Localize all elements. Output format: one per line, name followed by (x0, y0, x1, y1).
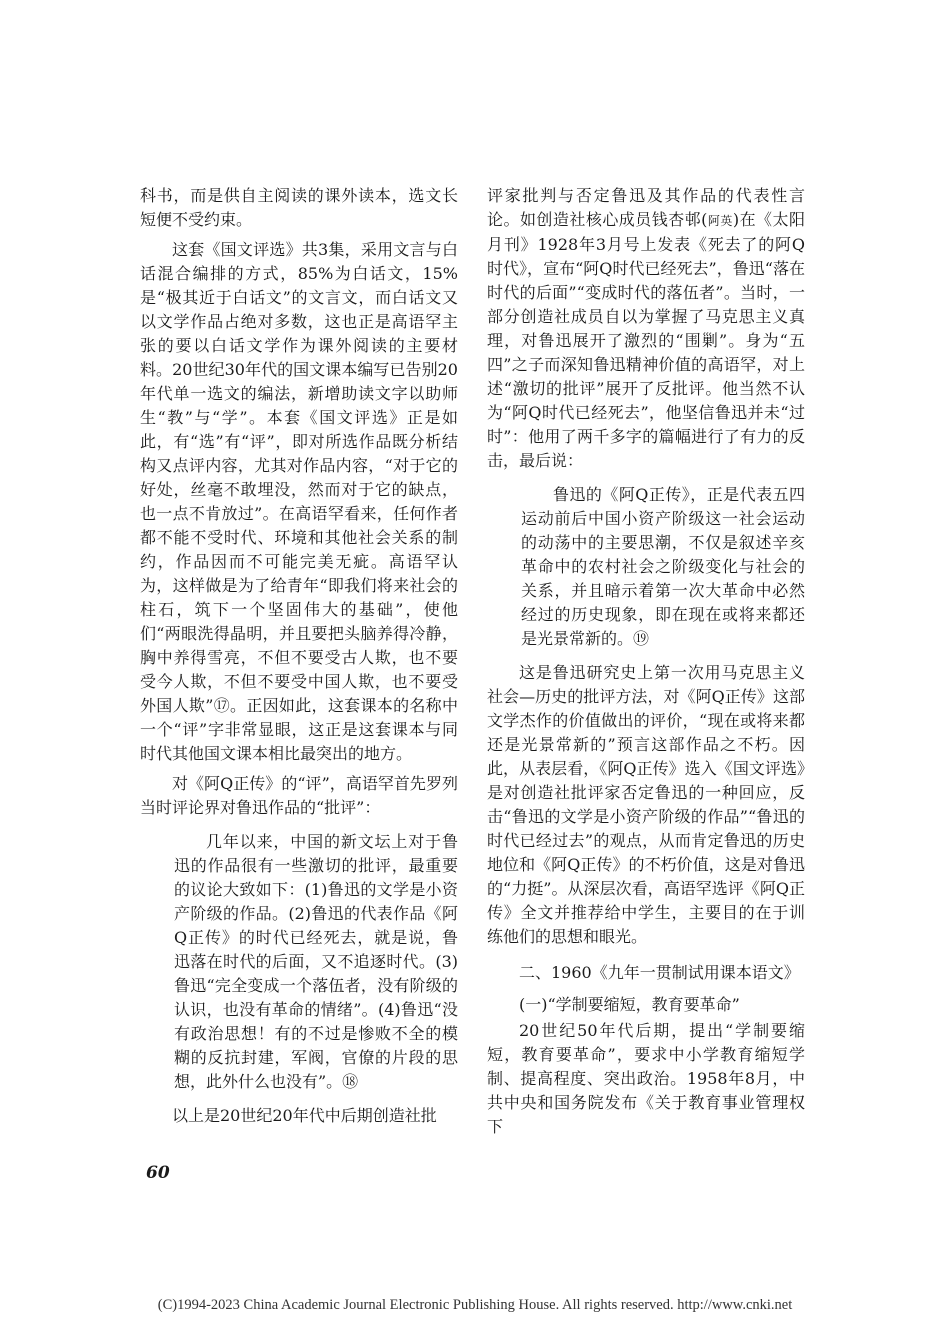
left-paragraph-1: 科书，而是供自主阅读的课外读本，选文长短便不受约束。 (140, 186, 458, 229)
page-number: 60 (146, 1163, 170, 1183)
right-paragraph-1 (487, 184, 805, 473)
copyright-footer: (C)1994-2023 China Academic Journal Electronic Publishing House. All rights reserved. http://www.cnki.net (157, 1297, 793, 1313)
left-paragraph-3: 对《阿Q正传》的“评”，高语罕首先罗列当时评论界对鲁迅作品的“批评”： (140, 774, 458, 817)
right-column (487, 184, 805, 1139)
left-paragraph-4: 以上是20世纪20年代中后期创造社批 (172, 1106, 437, 1125)
left-block-quote: 几年以来，中国的新文坛上对于鲁迅的作品很有一些激切的批评，最重要的议论大致如下：(1)鲁迅的文学是小资产阶级的作品。(2)鲁迅的代表作品《阿Q正传》的时代已经死去，就是说，鲁迅落在时代的后面，又不追逐时代。(3)鲁迅“完全变成一个落伍者，没有阶级的认识，也没有革命的情绪”。(4)鲁迅“没有政治思想！有的不过是惨败不全的模糊的反抗封建，军阀，官僚的片段的思想，此外什么也没有”。⑱ (174, 832, 458, 1091)
subsection-heading: (一)“学制要缩短，教育要革命” (519, 995, 740, 1014)
right-paragraph-2: 这是鲁迅研究史上第一次用马克思主义社会—历史的批评方法，对《阿Q正传》这部文学杰作的价值做出的评价，“现在或将来都还是光景常新的”预言这部作品之不朽。因此，从表层看，《阿Q正传》选入《国文评选》是对创造社批评家否定鲁迅的一种回应，反击“鲁迅的文学是小资产阶级的作品”“鲁迅的时代已经过去”的观点，从而肯定鲁迅的历史地位和《阿Q正传》的不朽价值，这是对鲁迅的“力挺”。从深层次看，高语罕选评《阿Q正传》全文并推荐给中学生，主要目的在于训练他们的思想和眼光。 (487, 663, 805, 946)
left-paragraph-2: 这套《国文评选》共3集，采用文言与白话混合编排的方式，85%为白话文，15%是“极其近于白话文”的文言文，而白话文又以文学作品占绝对多数，这也正是高语罕主张的要以白话文学作为课外阅读的主要材料。20世纪30年代的国文课本编写已告别20年代单一选文的编法，新增助读文字以助师生“教”与“学”。本套《国文评选》正是如此，有“选”有“评”，即对所选作品既分析结构又点评内容，尤其对作品内容，“对于它的好处，丝毫不敢埋没，然而对于它的缺点，也一点不肯放过”。在高语罕看来，任何作者都不能不受时代、环境和其他社会关系的制约，作品因而不可能完美无疵。高语罕认为，这样做是为了给青年“即我们将来社会的柱石，筑下一个坚固伟大的基础”，使他们“两眼洗得晶明，并且要把头脑养得冷静，胸中养得雪亮，不但不要受古人欺，也不要受今人欺，不但不要受中国人欺，也不要受外国人欺”⑰。正因如此，这套课本的名称中一个“评”字非常显眼，这正是这套课本与同时代其他国文课本相比最突出的地方。 (140, 240, 458, 763)
right-block-quote: 鲁迅的《阿Q正传》，正是代表五四运动前后中国小资产阶级这一社会运动的动荡中的主要思潮，不仅是叙述辛亥革命中的农村社会之阶级变化与社会的关系，并且暗示着第一次大革命中必然经过的历史现象，即在现在或将来都还是光景常新的。⑲ (521, 485, 805, 648)
author-alias: 阿英 (707, 214, 733, 228)
right-paragraph-3: 20世纪50年代后期，提出“学制要缩短，教育要革命”，要求中小学教育缩短学制、提高程度、突出政治。1958年8月，中共中央和国务院发布《关于教育事业管理权下 (487, 1021, 805, 1136)
section-heading: 二、1960《九年一贯制试用课本语文》 (519, 963, 800, 982)
right-paragraph-1b: )在《太阳月刊》1928年3月号上发表《死去了的阿Q时代》，宣布“阿Q时代已经死去”，鲁迅“落在时代的后面”“变成时代的落伍者”。当时，一部分创造社成员自以为掌握了马克思主义真理，对鲁迅展开了激烈的“围剿”。身为“五四”之子而深知鲁迅精神价值的高语罕，对上述“激切的批评”展开了反批评。他当然不认为“阿Q时代已经死去”，他坚信鲁迅并未“过时”：他用了两千多字的篇幅进行了有力的反击，最后说： (487, 210, 805, 470)
right-paragraph-1a: 评家批判与否定鲁迅及其作品的代表性言论。如创造社核心成员钱杏邨( (487, 186, 805, 229)
left-column (140, 184, 458, 1128)
